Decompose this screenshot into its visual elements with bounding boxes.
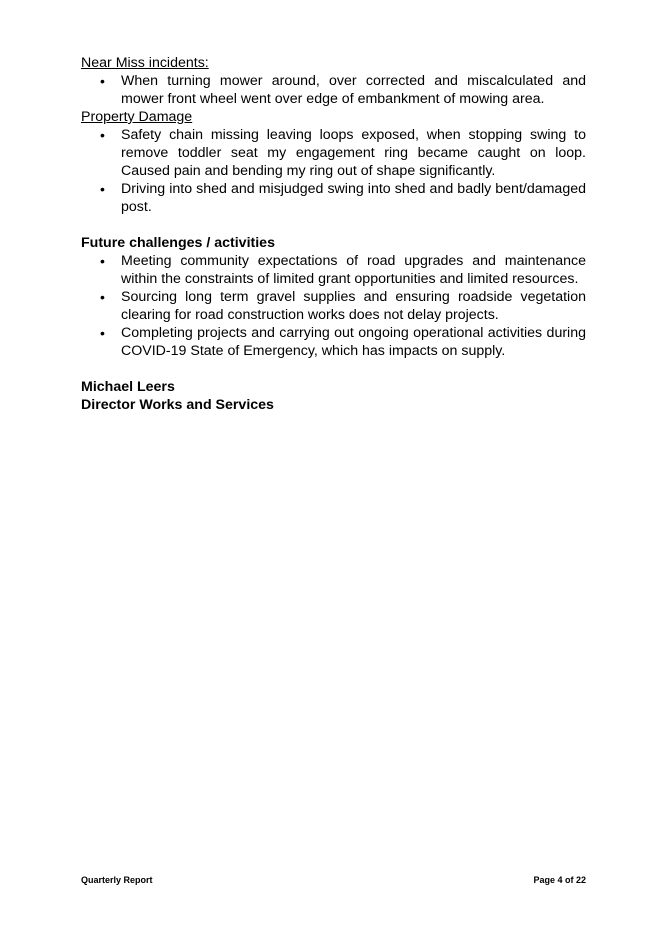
list-item-text: Safety chain missing leaving loops exposed, when stopping swing to remove toddler seat my engagement ring became caught on loop. Caused pain and bending my ring out of shape significantly. [121,127,586,179]
list-item [81,288,586,324]
bullet-icon: • [100,289,105,305]
signatory-title: Director Works and Services [81,397,274,413]
list-item [81,252,586,288]
bullet-icon: • [100,325,105,341]
spacer [81,360,586,378]
near-miss-heading: Near Miss incidents: [81,55,209,71]
bullet-icon: • [100,253,105,269]
list-item [81,72,586,108]
list-item [81,324,586,360]
page-footer [81,875,586,885]
spacer [81,216,586,234]
list-item-text: Driving into shed and misjudged swing into shed and badly bent/damaged post. [121,181,586,215]
future-challenges-list [81,252,586,360]
footer-report-title: Quarterly Report [81,875,153,885]
signatory-name: Michael Leers [81,379,175,395]
property-damage-list [81,126,586,216]
list-item-text: Completing projects and carrying out ongoing operational activities during COVID-19 State of Emergency, which has impacts on supply. [121,325,586,359]
near-miss-list [81,72,586,108]
bullet-icon: • [100,127,105,143]
list-item-text: Sourcing long term gravel supplies and ensuring roadside vegetation clearing for road construction works does not delay projects. [121,289,586,323]
list-item [81,126,586,180]
footer-page-number: Page 4 of 22 [533,875,586,885]
future-challenges-heading: Future challenges / activities [81,235,275,251]
property-damage-heading: Property Damage [81,109,193,125]
list-item-text: Meeting community expectations of road upgrades and maintenance within the constraints of limited grant opportunities and limited resources. [121,253,586,287]
document-body [81,54,586,414]
list-item-text: When turning mower around, over corrected and miscalculated and mower front wheel went over edge of embankment of mowing area. [121,73,586,107]
bullet-icon: • [100,73,105,89]
list-item [81,180,586,216]
bullet-icon: • [100,181,105,197]
